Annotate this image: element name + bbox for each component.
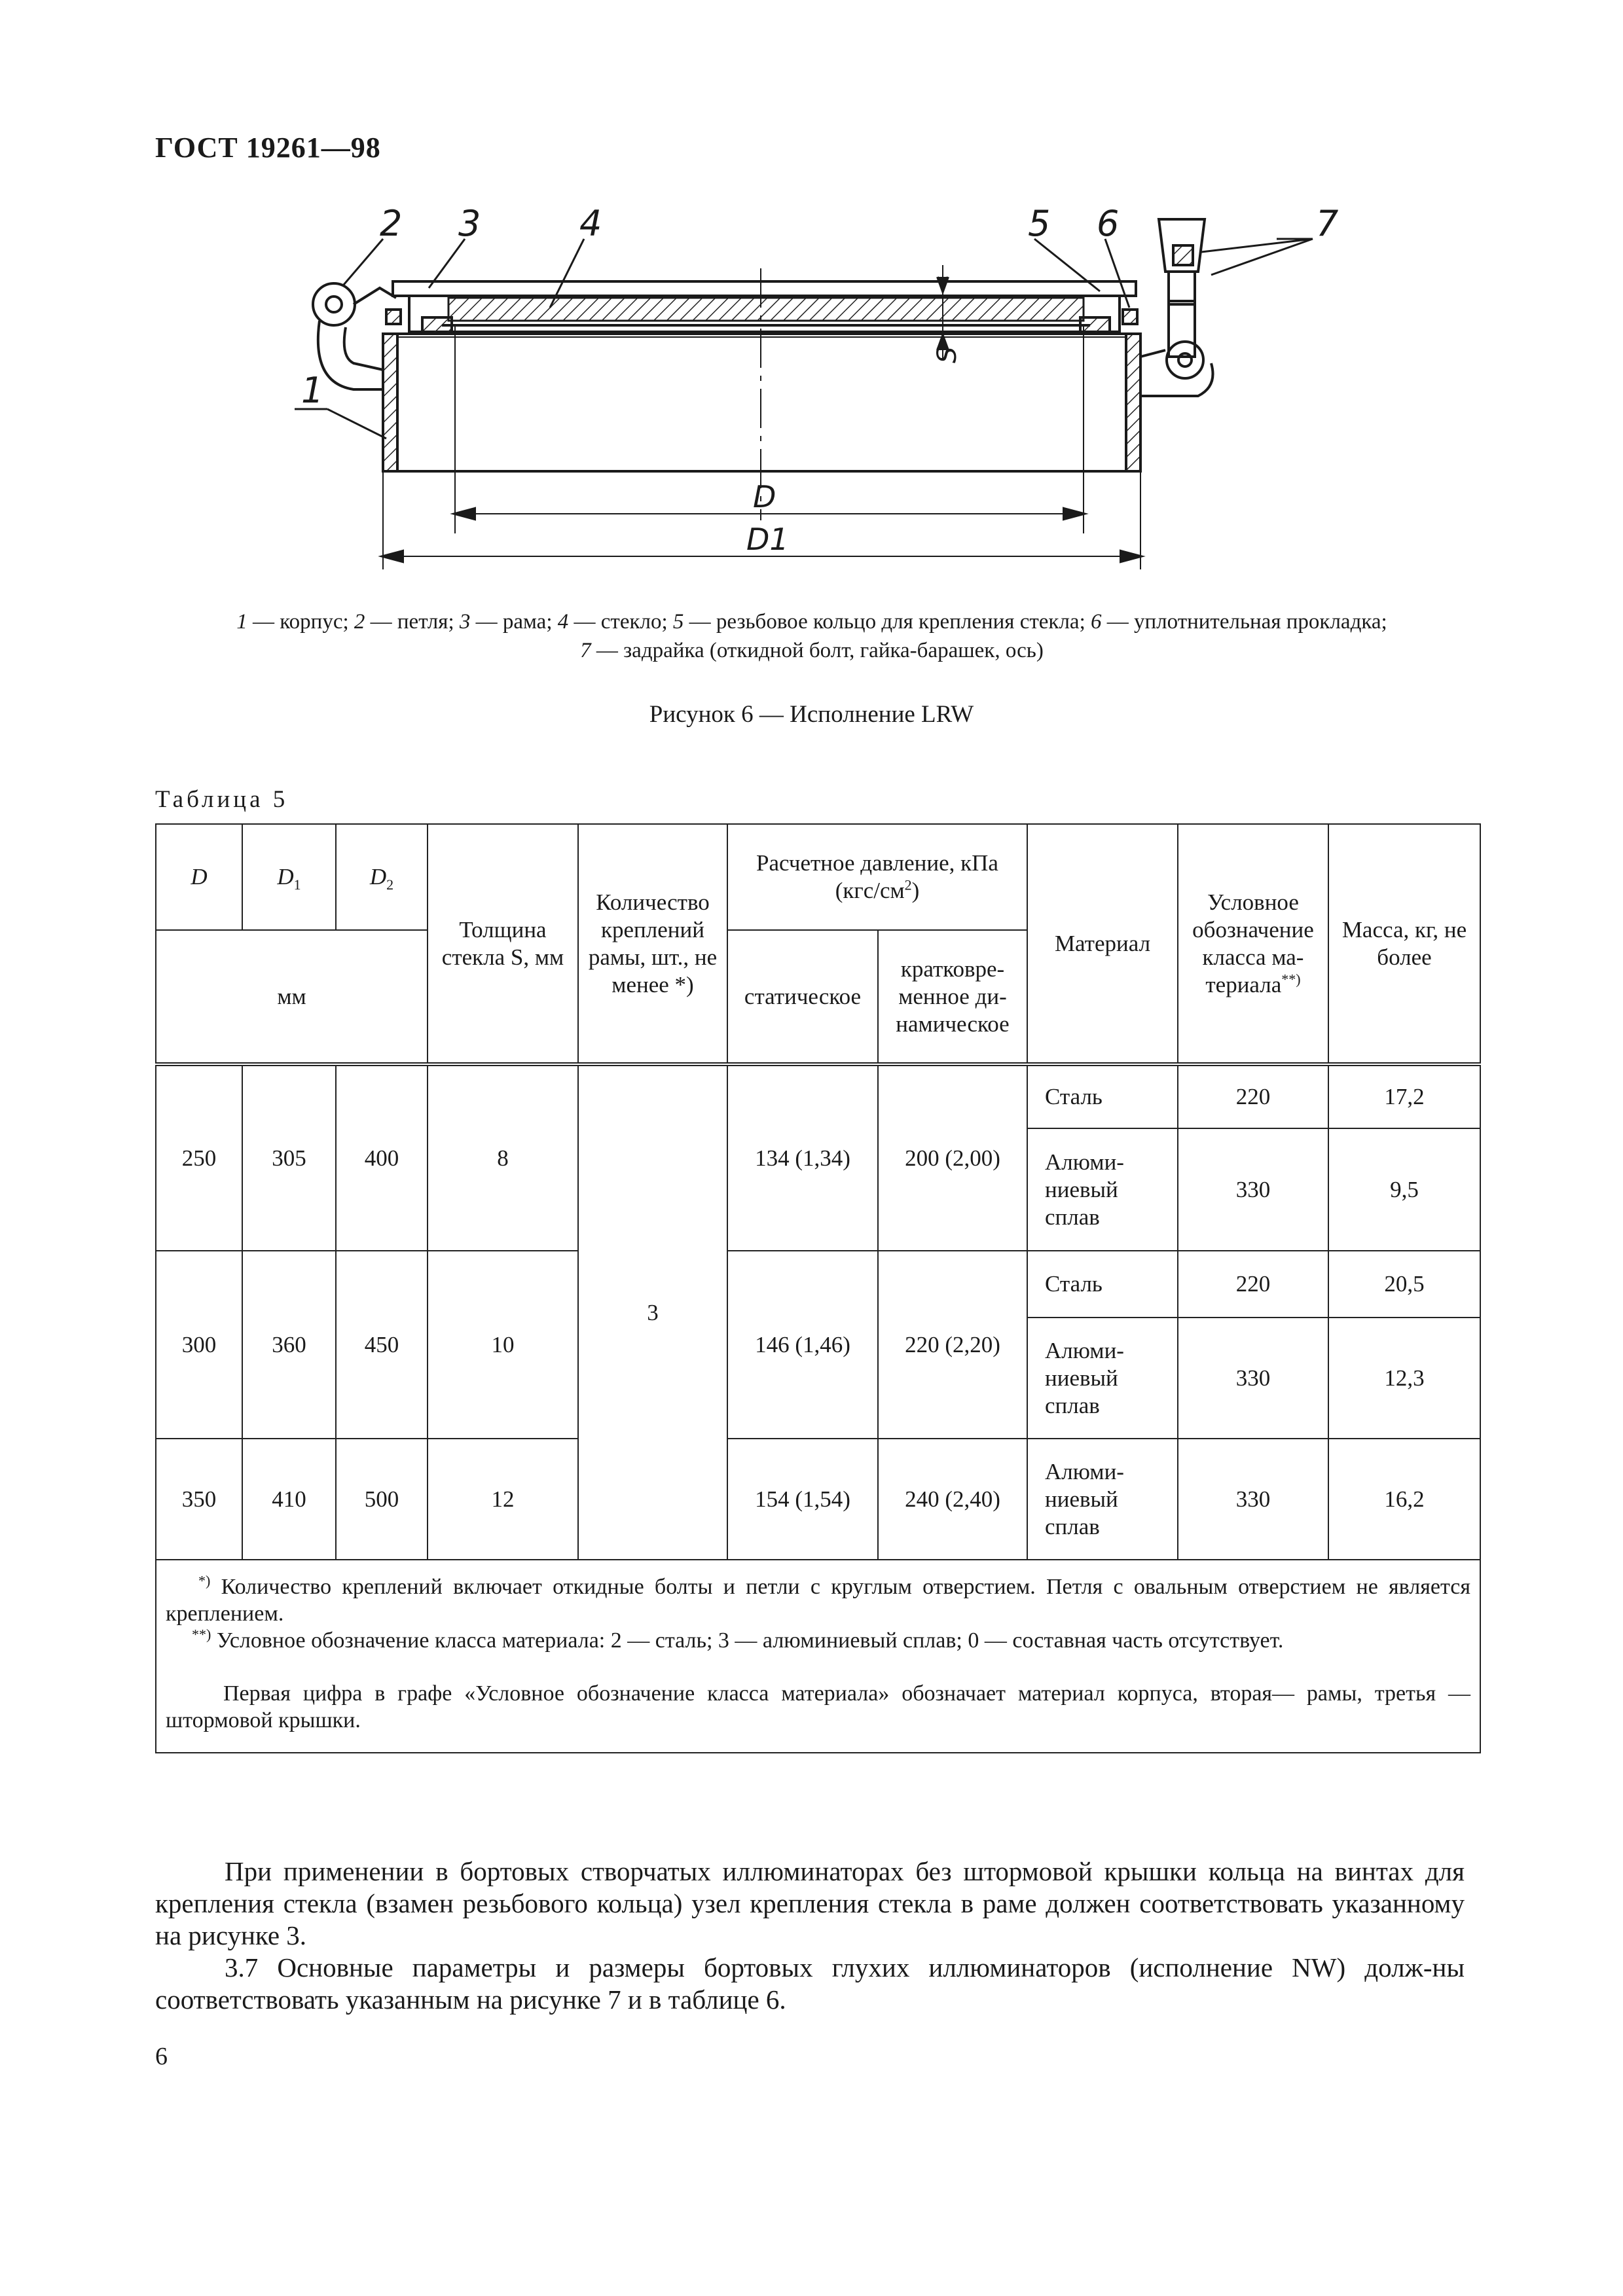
figure-label-3: 3: [458, 203, 481, 244]
page-number: 6: [155, 2043, 168, 2070]
paragraph: 3.7 Основные параметры и размеры бортовых глухих иллюминаторов (исполнение NW) долж-ны соответствовать указанным на рисунке 7 и в таблице 6.: [155, 1952, 1465, 2015]
body-text: [155, 1856, 1465, 2016]
figure-6-drawing: [282, 200, 1395, 592]
table-row: 300 360 450 10 146 (1,46) 220 (2,20) Сталь 220 20,5: [156, 1251, 1480, 1318]
table-notes-row: [156, 1560, 1480, 1753]
figure-label-2: 2: [380, 203, 403, 244]
table-row: Алюми-ниевый сплав 330 9,5: [156, 1128, 1480, 1251]
figure-title: Рисунок 6 — Исполнение LRW: [649, 701, 974, 728]
dimension-d1-label: D1: [746, 522, 789, 557]
figure-label-6: 6: [1097, 203, 1120, 244]
header-d2: $D_2$: [336, 824, 428, 930]
header-mass: Масса, кг, не более: [1328, 824, 1480, 1064]
table-row: 250 305 400 8 3 134 (1,34) 200 (2,00) Сталь 220 17,2: [156, 1064, 1480, 1128]
document-header: ГОСТ 19261—98: [155, 132, 381, 164]
table-notes: *) Количество креплений включает откидные болты и петли с круглым отверстием. Петля с овальным отверстием не является креплением. **) Условное обозначение класса материала: 2 — сталь; 3 — алюминиевый сплав; 0 — составная часть отсутствует. Первая цифра в графе «Условное обозначение класса материала» обозначает материал корпуса, вторая— рамы, третья — штормовой крышки.: [156, 1560, 1480, 1753]
figure-label-1: 1: [301, 370, 324, 411]
count-value: 3: [578, 1064, 727, 1560]
header-dynamic: кратковре-менное ди-намическое: [878, 930, 1027, 1064]
paragraph: При применении в бортовых створчатых иллюминаторах без штормовой крышки кольца на винтах для крепления стекла (взамен резьбового кольца) узел крепления стекла в раме должен соответствовать указанному на рисунке 3.: [155, 1856, 1465, 1950]
figure-label-5: 5: [1028, 203, 1051, 244]
header-unit: мм: [156, 930, 428, 1064]
table-row: 350 410 500 12 154 (1,54) 240 (2,40) Алюми-ниевый сплав 330 16,2: [156, 1439, 1480, 1560]
header-thickness: Толщина стекла S, мм: [428, 824, 578, 1064]
dimension-s-label: S: [932, 346, 962, 363]
figure-label-4: 4: [579, 203, 602, 244]
dimension-d-label: D: [753, 479, 776, 514]
figure-legend: 1 — корпус; 2 — петля; 3 — рама; 4 — стекло; 5 — резьбовое кольцо для крепления стекла; 6 — уплотнительная прокладка; 7 — задрайка (откидной болт, гайка-барашек, ось): [236, 610, 1387, 662]
figure-label-7: 7: [1316, 203, 1339, 244]
header-static: статическое: [727, 930, 878, 1064]
header-class: Условное обозначение класса ма-териала**): [1178, 824, 1328, 1064]
table-row: Алюми-ниевый сплав 330 12,3: [156, 1318, 1480, 1439]
header-material: Материал: [1027, 824, 1178, 1064]
header-count: Количество креплений рамы, шт., не менее *): [578, 824, 727, 1064]
table-title: Таблица 5: [155, 786, 289, 813]
header-d: D: [156, 824, 242, 930]
header-pressure: Расчетное давление, кПа $(кгс/см^2)$: [727, 824, 1027, 930]
table-5: [155, 823, 1481, 1753]
header-d1: $D_1$: [242, 824, 336, 930]
